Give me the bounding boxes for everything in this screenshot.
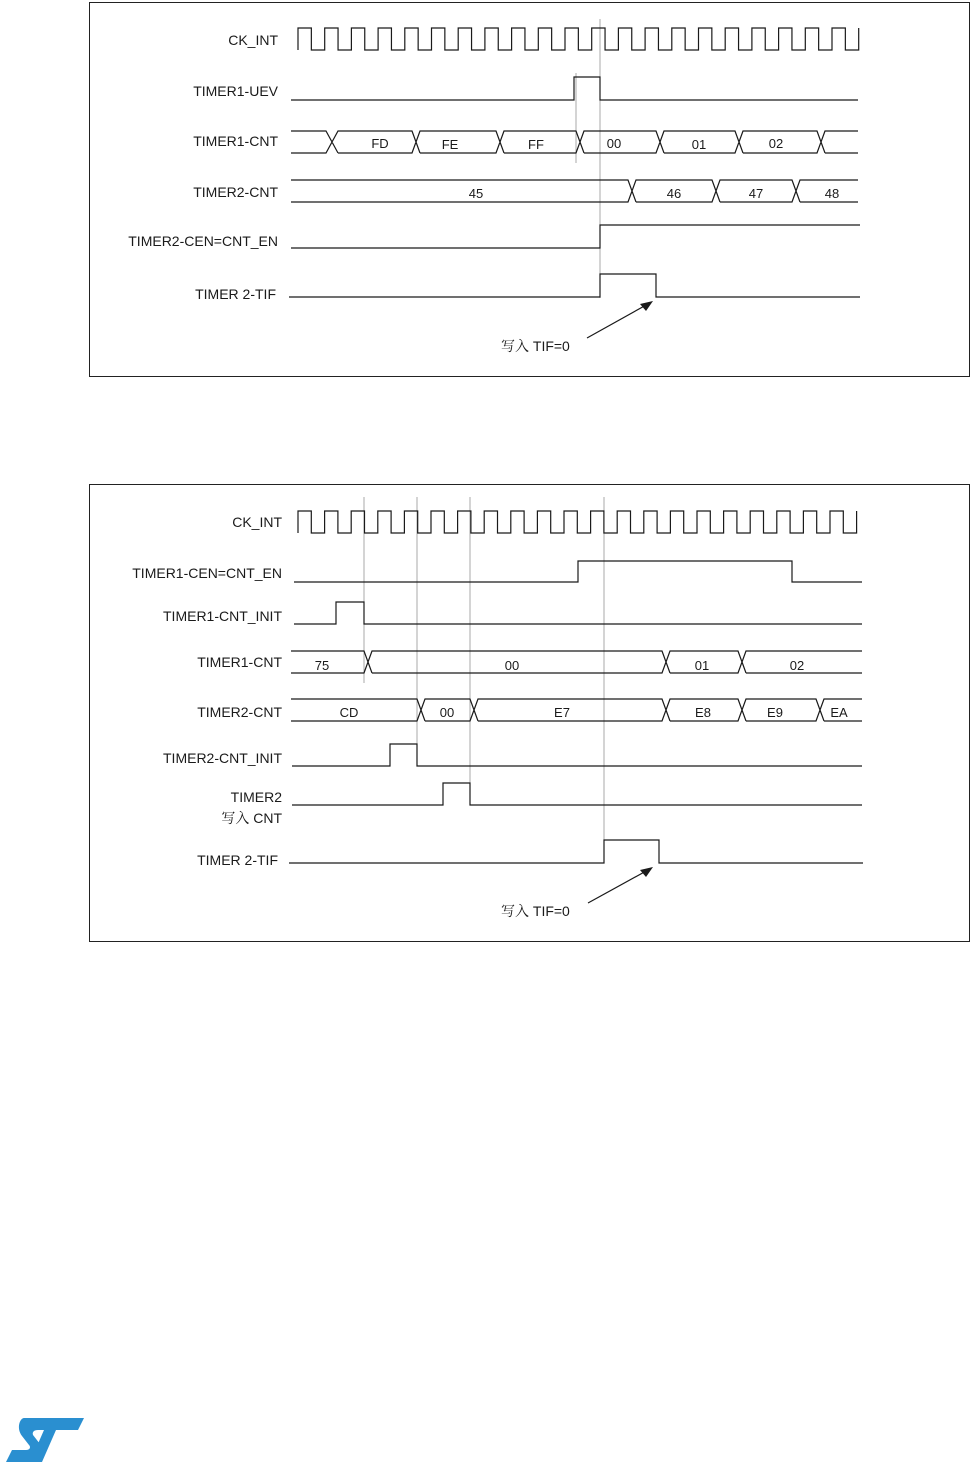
timer1-cnt-value: FD — [371, 136, 389, 151]
timer2-cen-waveform — [291, 225, 860, 248]
timer2-write-cnt-waveform — [292, 783, 862, 805]
label-ck-int: CK_INT — [232, 514, 282, 530]
label-timer2-cnt: TIMER2-CNT — [197, 704, 282, 720]
timing-diagram-1-canvas — [90, 3, 971, 378]
timer1-cnt-value: FE — [441, 137, 459, 152]
timer2-cnt-bus — [291, 180, 858, 202]
label-timer2-cen: TIMER2-CEN=CNT_EN — [128, 233, 278, 249]
timer2-cnt-value: CD — [339, 705, 359, 720]
annotation-arrow — [587, 304, 648, 338]
timer1-cen-waveform — [294, 561, 862, 582]
ck-int-waveform — [298, 28, 859, 50]
timer2-cnt-value: 46 — [666, 186, 682, 201]
tif-write-annotation: 写入 TIF=0 — [501, 338, 570, 354]
guide-lines — [576, 19, 600, 298]
timing-diagram-1 — [89, 2, 970, 377]
timer2-cnt-init-waveform — [292, 744, 862, 766]
timer1-cnt-value: 00 — [606, 136, 622, 151]
timer1-cnt-value: 02 — [789, 658, 805, 673]
timer1-cnt-value: 01 — [691, 137, 707, 152]
timer2-cnt-value: E9 — [767, 705, 783, 720]
label-timer1-cnt: TIMER1-CNT — [193, 133, 278, 149]
label-timer2-tif: TIMER 2-TIF — [195, 286, 276, 302]
timer2-cnt-value: 48 — [824, 186, 840, 201]
timer2-cnt-value: E7 — [554, 705, 570, 720]
timer1-cnt-value: 02 — [768, 136, 784, 151]
timer1-cnt-bus — [291, 651, 862, 673]
timer1-cnt-value: 75 — [314, 658, 330, 673]
arrow-head-icon — [640, 867, 653, 877]
label-timer2-tif: TIMER 2-TIF — [197, 852, 278, 868]
st-logo-icon — [4, 1416, 84, 1464]
label-timer1-cnt: TIMER1-CNT — [197, 654, 282, 670]
timer1-cnt-value: FF — [528, 137, 544, 152]
timer2-cnt-value: EA — [830, 705, 848, 720]
timer2-tif-waveform — [289, 840, 863, 863]
label-timer1-cen: TIMER1-CEN=CNT_EN — [132, 565, 282, 581]
label-timer2-write-line1: TIMER2 — [230, 789, 282, 805]
tif-write-annotation: 写入 TIF=0 — [501, 903, 570, 919]
label-timer1-uev: TIMER1-UEV — [193, 83, 278, 99]
arrow-head-icon — [640, 301, 653, 311]
ck-int-waveform — [298, 511, 857, 533]
label-timer2-write-line2: 写入 CNT — [221, 810, 282, 826]
timer1-cnt-init-waveform — [294, 602, 862, 624]
timer1-cnt-value: 00 — [504, 658, 520, 673]
timer1-uev-waveform — [291, 77, 858, 100]
timer2-cnt-value: 45 — [468, 186, 484, 201]
guide-lines — [364, 497, 604, 863]
label-timer2-cnt: TIMER2-CNT — [193, 184, 278, 200]
timing-diagram-2 — [89, 484, 970, 942]
timing-diagram-2-canvas — [90, 485, 971, 943]
timer2-cnt-value: 00 — [439, 705, 455, 720]
timer2-cnt-value: 47 — [748, 186, 764, 201]
label-timer2-cnt-init: TIMER2-CNT_INIT — [163, 750, 282, 766]
timer2-tif-waveform — [289, 274, 860, 297]
timer2-cnt-value: E8 — [695, 705, 711, 720]
label-ck-int: CK_INT — [228, 32, 278, 48]
annotation-arrow — [588, 870, 648, 903]
label-timer1-cnt-init: TIMER1-CNT_INIT — [163, 608, 282, 624]
timer1-cnt-value: 01 — [694, 658, 710, 673]
